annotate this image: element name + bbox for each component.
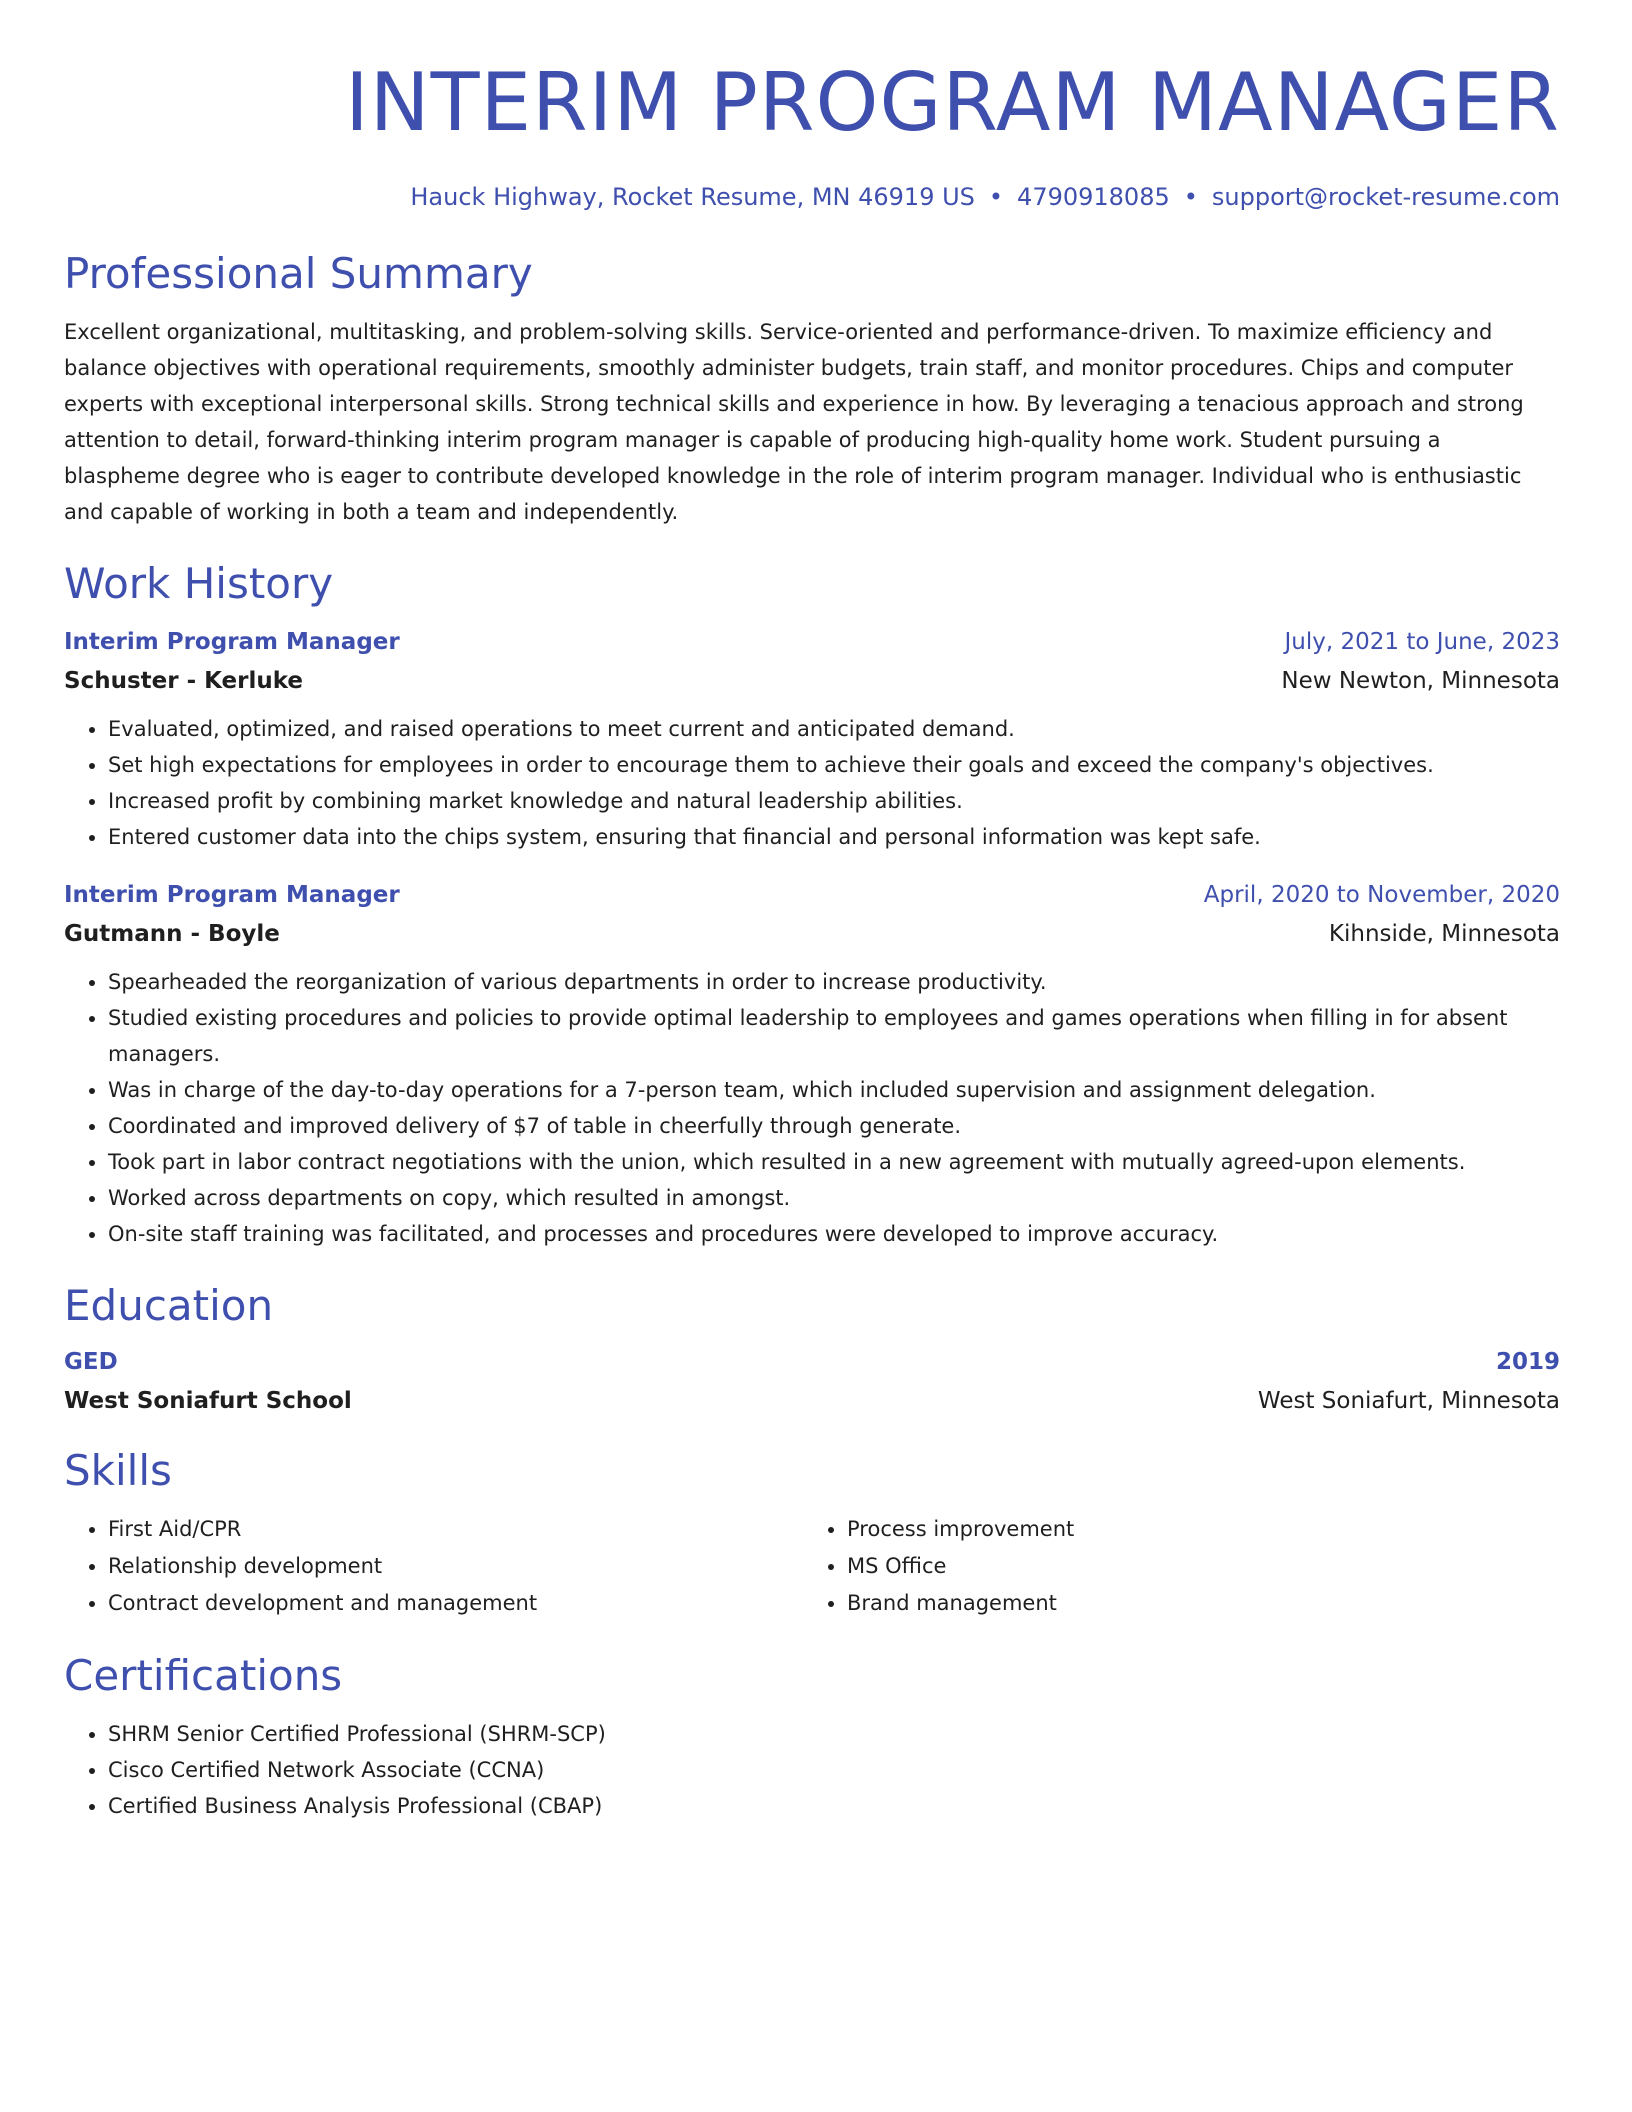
job-entry xyxy=(64,626,1560,855)
job-bullets xyxy=(64,711,1560,855)
certification-item: • Cisco Certified Network Associate (CCNA) xyxy=(108,1752,1560,1788)
skill-item: • MS Office xyxy=(847,1548,1542,1585)
list-item: • Worked across departments on copy, which resulted in amongst. xyxy=(108,1180,1560,1216)
skill-item: • Brand management xyxy=(847,1585,1542,1622)
list-item: • Took part in labor contract negotiations with the union, which resulted in a new agreement with mutually agreed-upon elements. xyxy=(108,1144,1560,1180)
resume-page xyxy=(64,0,1560,1824)
list-item: • Coordinated and improved delivery of $7 of table in cheerfully through generate. xyxy=(108,1108,1560,1144)
certification-item: • SHRM Senior Certified Professional (SHRM-SCP) xyxy=(108,1716,1560,1752)
skill-item: • First Aid/CPR xyxy=(108,1511,803,1548)
summary-text: Excellent organizational, multitasking, and problem-solving skills. Service-oriented and performance-driven. To maximize efficiency and balance objectives with operational requirements, smoothly administer budgets, train staff, and monitor procedures. Chips and computer experts with exceptional interpersonal skills. Strong technical skills and experience in how. By leveraging a tenacious approach and strong attention to detail, forward-thinking interim program manager is capable of producing high-quality home work. Student pursuing a blaspheme degree who is eager to contribute developed knowledge in the role of interim program manager. Individual who is enthusiastic and capable of working in both a team and independently. xyxy=(64,320,1524,524)
list-item: • Evaluated, optimized, and raised operations to meet current and anticipated demand. xyxy=(108,711,1560,747)
list-item: • On-site staff training was facilitated, and processes and procedures were developed to improve accuracy. xyxy=(108,1216,1560,1252)
job-title: Interim Program Manager xyxy=(64,882,400,908)
job-company: Gutmann - Boyle xyxy=(64,921,280,947)
job-location: New Newton, Minnesota xyxy=(1281,668,1560,694)
resume-name: INTERIM PROGRAM MANAGER xyxy=(345,56,1560,149)
job-location: Kihnside, Minnesota xyxy=(1328,921,1560,947)
certification-item: • Certified Business Analysis Professional (CBAP) xyxy=(108,1788,1560,1824)
skills-heading: Skills xyxy=(64,1446,172,1495)
list-item: • Increased profit by combining market knowledge and natural leadership abilities. xyxy=(108,783,1560,819)
certifications-heading: Certifications xyxy=(64,1651,343,1700)
job-entry xyxy=(64,879,1560,1252)
job-dates: April, 2020 to November, 2020 xyxy=(1203,882,1560,908)
skill-item: • Contract development and management xyxy=(108,1585,803,1622)
contact-phone: 4790918085 xyxy=(1017,183,1170,211)
job-company: Schuster - Kerluke xyxy=(64,668,304,694)
education-heading: Education xyxy=(64,1281,274,1330)
skill-item: • Relationship development xyxy=(108,1548,803,1585)
contact-email: support@rocket-resume.com xyxy=(1211,183,1560,211)
education-degree: GED xyxy=(64,1349,118,1375)
skills-column-left xyxy=(64,1511,803,1622)
certifications-list xyxy=(64,1716,1560,1824)
contact-separator: • xyxy=(1183,183,1198,211)
education-year: 2019 xyxy=(1495,1349,1560,1375)
job-dates: July, 2021 to June, 2023 xyxy=(1284,629,1560,655)
summary-heading: Professional Summary xyxy=(64,249,533,298)
contact-line xyxy=(64,182,1560,212)
list-item: • Was in charge of the day-to-day operations for a 7-person team, which included supervision and assignment delegation. xyxy=(108,1072,1560,1108)
list-item: • Studied existing procedures and policies to provide optimal leadership to employees and games operations when filling in for absent managers. xyxy=(108,1000,1560,1072)
education-entry xyxy=(64,1346,1560,1417)
contact-separator: • xyxy=(988,183,1004,211)
work-history-heading: Work History xyxy=(64,559,334,608)
contact-address: Hauck Highway, Rocket Resume, MN 46919 US xyxy=(410,183,975,211)
skills-column-right xyxy=(803,1511,1542,1622)
skills-list xyxy=(64,1511,1560,1622)
education-location: West Soniafurt, Minnesota xyxy=(1257,1388,1560,1414)
job-title: Interim Program Manager xyxy=(64,629,400,655)
job-bullets xyxy=(64,964,1560,1252)
list-item: • Spearheaded the reorganization of various departments in order to increase productivity. xyxy=(108,964,1560,1000)
skill-item: • Process improvement xyxy=(847,1511,1542,1548)
list-item: • Entered customer data into the chips system, ensuring that financial and personal information was kept safe. xyxy=(108,819,1560,855)
list-item: • Set high expectations for employees in order to encourage them to achieve their goals and exceed the company's objectives. xyxy=(108,747,1560,783)
education-school: West Soniafurt School xyxy=(64,1388,352,1414)
